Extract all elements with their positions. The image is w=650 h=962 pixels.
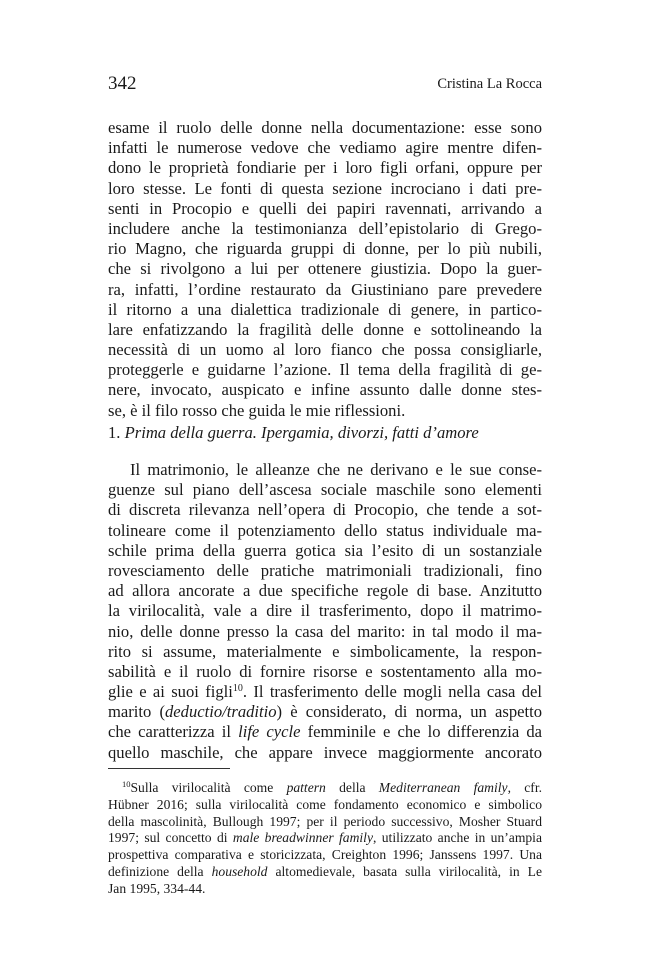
footnote-separator <box>108 768 230 769</box>
text-line <box>108 682 542 702</box>
text-line: che si rivolgono a lui per ottenere giustizia. Dopo la guer- <box>108 259 542 279</box>
text-span: ) è considerato, di norma, un aspetto <box>276 702 542 722</box>
italic-term: pattern <box>286 780 326 795</box>
text-line: nere, invocato, auspicato e infine assunto dalle donne stes- <box>108 380 542 400</box>
text-line: di discreta rilevanza nell’opera di Procopio, che tende a sot- <box>108 500 542 520</box>
text-span: altomedievale, basata sulla virilocalità, in Le <box>267 863 542 879</box>
text-line <box>108 702 542 722</box>
footnote-line: Hübner 2016; sulla virilocalità come fondamento economico e simbolico <box>108 796 542 812</box>
text-line: guenze sul piano dell’ascesa sociale maschile sono elementi <box>108 480 542 500</box>
footnote-line: della mascolinità, Bullough 1997; per il periodo successivo, Mosher Stuard <box>108 813 542 829</box>
text-span: Sulla virilocalità come <box>130 780 287 795</box>
text-line: infatti le numerose vedove che vediamo agire mentre difen- <box>108 138 542 158</box>
text-line: includere anche la testimonianza dell’epistolario di Grego- <box>108 218 542 238</box>
footnote-number: 10 <box>122 779 131 789</box>
footnote-line <box>108 864 542 881</box>
italic-term: male breadwinner family <box>232 830 373 846</box>
text-line: ra, infatti, l’ordine restaurato da Giustiniano pare prevedere <box>108 279 542 299</box>
text-line: ad allora ancorate a due specifiche regole di base. Anzitutto <box>108 581 542 601</box>
text-line: nio, delle donne presso la casa del marito: in tal modo il ma- <box>108 621 542 641</box>
text-span: della <box>325 780 379 795</box>
footnote-line <box>108 830 542 847</box>
text-line: lare enfatizzando la fragilità delle donne e sottolineando la <box>108 319 542 339</box>
text-span: 1997; sul concetto di <box>108 830 233 846</box>
text-span: glie e ai suoi figli <box>108 682 233 702</box>
italic-term: life cycle <box>238 722 301 742</box>
section-title: Prima della guerra. Ipergamia, divorzi, fatti d’amore <box>124 423 479 442</box>
text-line: sabilità e il ruolo di fornire risorse e sostentamento alla mo- <box>108 661 542 681</box>
running-head-author: Cristina La Rocca <box>437 76 542 92</box>
text-line: schile prima della guerra gotica sia l’esito di un sostanziale <box>108 540 542 560</box>
text-line: proteggerle e guidarne l’azione. Il tema della fragilità di ge- <box>108 360 542 380</box>
text-span: femminile e che lo differenzia da <box>300 722 542 742</box>
section-number: 1. <box>108 423 121 442</box>
text-line: rio Magno, che riguarda gruppi di donne, per lo più nubili, <box>108 239 542 259</box>
text-line: quello maschile, che appare invece maggiormente ancorato <box>108 742 542 762</box>
text-line: rito si assume, materialmente e simbolicamente, la respon- <box>108 641 542 661</box>
text-span: . Il trasferimento delle mogli nella casa del <box>242 682 542 702</box>
text-line: tolineare come il potenziamento dello status individuale ma- <box>108 520 542 540</box>
footnote-line: prospettiva comparativa e storicizzata, Creighton 1996; Janssens 1997. Una <box>108 847 542 863</box>
text-line: esame il ruolo delle donne nella documentazione: esse sono <box>108 118 542 137</box>
text-line: necessità di un uomo al loro fianco che possa consigliarle, <box>108 340 542 360</box>
footnote-line: Jan 1995, 334-44. <box>108 880 206 896</box>
section-heading <box>108 423 542 443</box>
text-line: rovesciamento delle pratiche matrimoniali tradizionali, fino <box>108 560 542 580</box>
text-line: senti in Procopio e quelli dei papiri ravennati, arrivando a <box>108 198 542 218</box>
italic-term: deductio/traditio <box>165 702 277 722</box>
text-span: marito ( <box>108 702 165 722</box>
section-paragraph <box>108 460 542 763</box>
italic-term: household <box>211 863 268 879</box>
intro-paragraph <box>108 118 542 421</box>
text-span: , cfr. <box>507 780 542 795</box>
text-line: dono le proprietà fondiarie per i loro figli orfani, oppure per <box>108 158 542 178</box>
text-line <box>108 722 542 742</box>
page-number: 342 <box>108 73 137 94</box>
text-span: definizione della <box>108 863 212 879</box>
italic-term: Mediterranean family <box>378 780 508 795</box>
footnote-10 <box>108 780 542 898</box>
text-span: , utilizzato anche in un’ampia <box>372 830 542 846</box>
text-line: se, è il filo rosso che guida le mie riflessioni. <box>108 400 406 420</box>
text-line: la virilocalità, vale a dire il trasferimento, dopo il matrimo- <box>108 601 542 621</box>
text-line: Il matrimonio, le alleanze che ne derivano e le sue conse- <box>130 460 542 479</box>
footnote-line <box>108 780 542 797</box>
text-span: che caratterizza il <box>108 722 239 742</box>
text-line: il ritorno a una dialettica tradizionale di genere, in partico- <box>108 299 542 319</box>
page-header <box>108 73 542 97</box>
footnote-ref[interactable]: 10 <box>232 683 243 695</box>
text-line: loro stesse. Le fonti di questa sezione incrociano i dati pre- <box>108 178 542 198</box>
